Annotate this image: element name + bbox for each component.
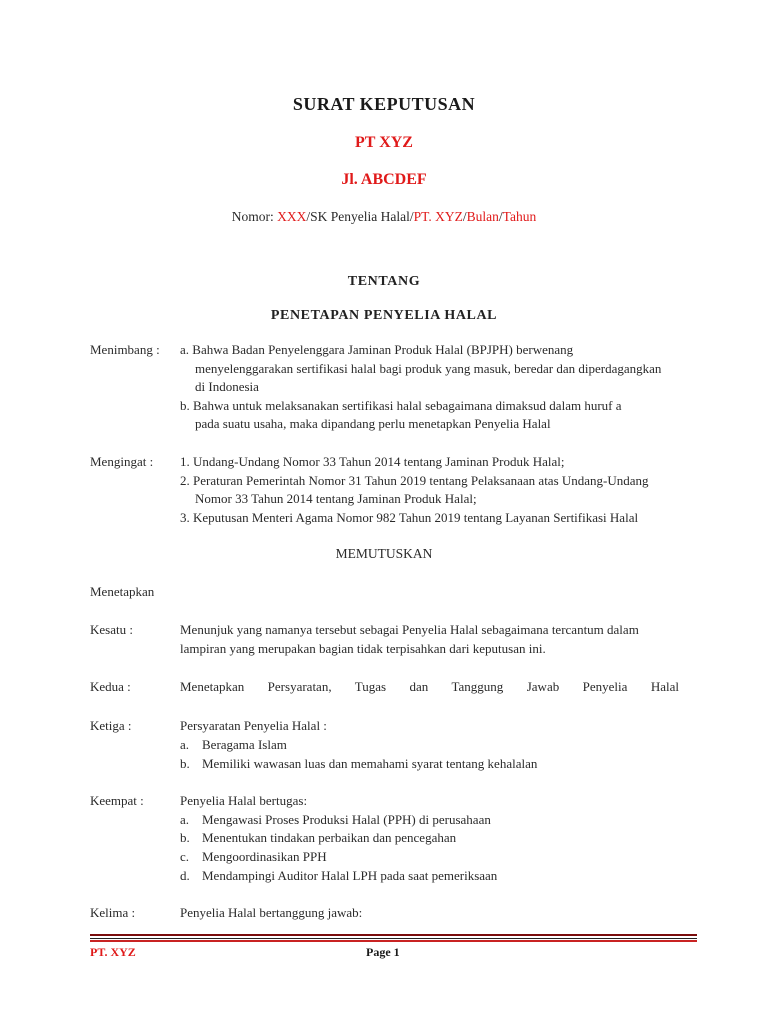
ketiga-item-text: Memiliki wawasan luas dan memahami syarat tentang kehalalan [202, 755, 538, 771]
keempat-item-letter: d. [180, 868, 190, 883]
document-number [0, 208, 768, 227]
menetapkan-label: Menetapkan [90, 584, 155, 599]
nomor-mid: /SK Penyelia Halal/ [306, 209, 414, 224]
keempat-label: Keempat : [90, 793, 144, 808]
nomor-xxx: XXX [277, 209, 307, 224]
nomor-label: Nomor: [231, 209, 278, 224]
kesatu-label: Kesatu : [90, 622, 133, 637]
menimbang-item-a-line: a. Bahwa Badan Penyelenggara Jaminan Produk Halal (BPJPH) berwenang [180, 342, 574, 357]
ketiga-item-text: Beragama Islam [202, 737, 287, 752]
company-name: PT XYZ [355, 134, 413, 151]
mengingat-label: Mengingat : [90, 454, 154, 469]
kesatu-text-line: Menunjuk yang namanya tersebut sebagai Penyelia Halal sebagaimana tercantum dalam [180, 622, 639, 637]
footer-rule [90, 934, 697, 936]
document-title: SURAT KEPUTUSAN [292, 94, 476, 114]
menimbang-item-b-line: pada suatu usaha, maka dipandang perlu menetapkan Penyelia Halal [195, 416, 551, 431]
footer-rule [90, 938, 697, 939]
nomor-bulan: Bulan [466, 209, 499, 224]
keempat-item-letter: a. [180, 811, 190, 827]
menimbang-item-b-line: b. Bahwa untuk melaksanakan sertifikasi halal sebagaimana dimaksud dalam huruf a [180, 397, 622, 413]
keempat-intro: Penyelia Halal bertugas: [180, 793, 308, 808]
company-address: Jl. ABCDEF [341, 171, 427, 188]
kedua-text: Menetapkan Persyaratan, Tugas dan Tanggung Jawab Penyelia Halal [180, 679, 679, 694]
kesatu-text-line: lampiran yang merupakan bagian tidak terpisahkan dari keputusan ini. [180, 640, 546, 656]
ketiga-item-letter: b. [180, 755, 190, 771]
tentang-heading: TENTANG [347, 274, 421, 289]
mengingat-item-2: 2. Peraturan Pemerintah Nomor 31 Tahun 2019 tentang Pelaksanaan atas Undang-Undang [180, 472, 649, 488]
kedua-label: Kedua : [90, 679, 131, 694]
keempat-item-text: Mengawasi Proses Produksi Halal (PPH) di perusahaan [202, 811, 491, 827]
keempat-item-letter: b. [180, 830, 190, 845]
keempat-item-letter: c. [180, 849, 190, 864]
keempat-item-text: Menentukan tindakan perbaikan dan pencegahan [202, 830, 457, 845]
menimbang-label: Menimbang : [90, 342, 160, 357]
nomor-pt: PT. XYZ [413, 209, 463, 224]
footer-company: PT. XYZ [90, 945, 136, 959]
mengingat-item-1: 1. Undang-Undang Nomor 33 Tahun 2014 tentang Jaminan Produk Halal; [180, 454, 565, 469]
page-number: Page 1 [366, 945, 400, 959]
mengingat-item-2-cont: Nomor 33 Tahun 2014 tentang Jaminan Produk Halal; [195, 491, 477, 506]
ketiga-label: Ketiga : [90, 718, 132, 733]
nomor-tahun: Tahun [502, 209, 537, 224]
mengingat-item-3: 3. Keputusan Menteri Agama Nomor 982 Tahun 2019 tentang Layanan Sertifikasi Halal [180, 509, 639, 525]
keempat-item-text: Mengoordinasikan PPH [202, 849, 327, 864]
menimbang-item-a-line: menyelenggarakan sertifikasi halal bagi produk yang masuk, beredar dan diperdagangkan [195, 360, 662, 376]
kelima-intro: Penyelia Halal bertanggung jawab: [180, 905, 363, 920]
nomor-slash: / [462, 209, 467, 224]
ketiga-intro: Persyaratan Penyelia Halal : [180, 718, 327, 733]
keempat-item-text: Mendampingi Auditor Halal LPH pada saat pemeriksaan [202, 868, 498, 883]
nomor-slash: / [498, 209, 503, 224]
menimbang-item-a-line: di Indonesia [195, 379, 259, 394]
tentang-subject: PENETAPAN PENYELIA HALAL [270, 308, 498, 323]
footer-rule [90, 940, 697, 942]
ketiga-item-letter: a. [180, 737, 190, 752]
kelima-label: Kelima : [90, 905, 136, 920]
memutuskan-heading: MEMUTUSKAN [335, 546, 433, 561]
